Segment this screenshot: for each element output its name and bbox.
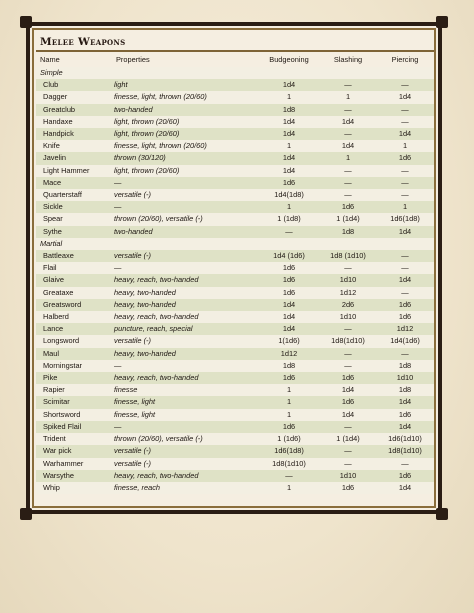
frame-corner-ornament — [20, 16, 32, 28]
weapon-properties: two-handed — [114, 104, 153, 114]
weapon-properties: heavy, reach, two-handed — [114, 373, 199, 383]
weapon-name: Longsword — [43, 336, 80, 346]
slashing-damage: — — [344, 446, 352, 456]
weapon-name: Lance — [43, 324, 64, 334]
weapon-properties: light, thrown (20/60) — [114, 165, 180, 175]
piercing-damage: — — [401, 104, 409, 114]
bludgeoning-damage: 1(1d6) — [278, 336, 300, 346]
slashing-damage: — — [344, 263, 352, 273]
weapon-properties: heavy, two-handed — [114, 287, 176, 297]
piercing-damage: 1d4(1d6) — [390, 336, 420, 346]
weapon-name: Greatsword — [43, 299, 82, 309]
header-piercing: Piercing — [391, 54, 419, 64]
weapon-name: Light Hammer — [43, 165, 90, 175]
bludgeoning-damage: — — [285, 470, 293, 480]
bludgeoning-damage: 1d4 — [282, 165, 296, 175]
weapon-name: Whip — [43, 482, 60, 492]
piercing-damage: — — [401, 287, 409, 297]
slashing-damage: 1d8 (1d10) — [330, 251, 366, 261]
table-row — [36, 189, 434, 201]
bludgeoning-damage: 1d4 — [282, 153, 296, 163]
weapon-properties: finesse, light, thrown (20/60) — [114, 141, 207, 151]
bludgeoning-damage: 1 (1d8) — [277, 214, 301, 224]
bludgeoning-damage: 1 — [286, 141, 292, 151]
weapon-name: Morningstar — [43, 360, 83, 370]
slashing-damage: 1 — [345, 153, 351, 163]
slashing-damage: — — [344, 177, 352, 187]
table-row — [36, 274, 434, 286]
weapon-properties: — — [114, 202, 122, 212]
piercing-damage: — — [401, 116, 409, 126]
weapon-properties: — — [114, 421, 122, 431]
piercing-damage: — — [401, 251, 409, 261]
bludgeoning-damage: 1d4 — [282, 324, 296, 334]
table-row — [36, 421, 434, 433]
weapon-properties: — — [114, 263, 122, 273]
bludgeoning-damage: 1d6 — [282, 373, 296, 383]
weapon-name: Handpick — [43, 129, 74, 139]
header-properties: Properties — [116, 54, 150, 64]
weapon-properties: heavy, reach, two-handed — [114, 470, 199, 480]
weapon-properties: finesse, light — [114, 409, 156, 419]
bludgeoning-damage: 1 — [286, 482, 292, 492]
header-slashing: Slashing — [333, 54, 363, 64]
table-row — [36, 201, 434, 213]
bludgeoning-damage: 1d6 — [282, 177, 296, 187]
weapon-properties: two-handed — [114, 226, 153, 236]
weapon-name: Shortsword — [43, 409, 81, 419]
bludgeoning-damage: 1d6 — [282, 275, 296, 285]
weapon-name: Spiked Flail — [43, 421, 82, 431]
weapon-properties: thrown (20/60), versatile (-) — [114, 434, 203, 444]
weapon-name: Javelin — [43, 153, 67, 163]
weapon-properties: heavy, two-handed — [114, 299, 176, 309]
table-row — [36, 409, 434, 421]
slashing-damage: 1d10 — [339, 312, 357, 322]
piercing-damage: — — [401, 348, 409, 358]
table-row — [36, 470, 434, 482]
slashing-damage: — — [344, 129, 352, 139]
table-row — [36, 116, 434, 128]
table-row — [36, 104, 434, 116]
bludgeoning-damage: 1d6 — [282, 263, 296, 273]
piercing-damage: 1d4 — [398, 129, 412, 139]
bludgeoning-damage: 1d8 — [282, 104, 296, 114]
weapon-name: Glaive — [43, 275, 64, 285]
slashing-damage: 1d12 — [339, 287, 357, 297]
slashing-damage: — — [344, 190, 352, 200]
bludgeoning-damage: 1 — [286, 92, 292, 102]
piercing-damage: — — [401, 263, 409, 273]
bludgeoning-damage: 1 — [286, 409, 292, 419]
bludgeoning-damage: 1d4 — [282, 312, 296, 322]
piercing-damage: 1d4 — [398, 226, 412, 236]
slashing-damage: 1d4 — [341, 409, 355, 419]
category-label: Martial — [40, 238, 63, 248]
bludgeoning-damage: 1d8 — [282, 360, 296, 370]
weapon-name: Rapier — [43, 385, 65, 395]
bludgeoning-damage: 1d4 — [282, 80, 296, 90]
piercing-damage: — — [401, 177, 409, 187]
table-row — [36, 79, 434, 91]
table-title: Melee Weapons — [40, 36, 126, 48]
bludgeoning-damage: 1 — [286, 385, 292, 395]
table-row — [36, 445, 434, 457]
bludgeoning-damage: 1 — [286, 202, 292, 212]
weapon-name: War pick — [43, 446, 72, 456]
category-row — [36, 67, 434, 79]
piercing-damage: 1d4 — [398, 482, 412, 492]
slashing-damage: 1d6 — [341, 397, 355, 407]
weapon-properties: light, thrown (20/60) — [114, 129, 180, 139]
frame-corner-ornament — [436, 16, 448, 28]
slashing-damage: 1 (1d4) — [336, 434, 360, 444]
table-row — [36, 348, 434, 360]
piercing-damage: — — [401, 165, 409, 175]
weapon-properties: versatile (-) — [114, 446, 151, 456]
weapon-properties: heavy, two-handed — [114, 348, 176, 358]
weapon-properties: finesse, reach — [114, 482, 161, 492]
weapon-properties: thrown (20/60), versatile (-) — [114, 214, 203, 224]
piercing-damage: 1d8 — [398, 385, 412, 395]
weapon-properties: versatile (-) — [114, 190, 151, 200]
bludgeoning-damage: 1d4 — [282, 129, 296, 139]
piercing-damage: 1d12 — [396, 324, 414, 334]
table-row — [36, 250, 434, 262]
weapon-name: Spear — [43, 214, 63, 224]
slashing-damage: — — [344, 80, 352, 90]
table-row — [36, 458, 434, 470]
bludgeoning-damage: 1d12 — [280, 348, 298, 358]
piercing-damage: 1d10 — [396, 373, 414, 383]
piercing-damage: — — [401, 80, 409, 90]
piercing-damage: 1d6 — [398, 153, 412, 163]
table-row — [36, 433, 434, 445]
piercing-damage: 1d6(1d10) — [388, 434, 422, 444]
table-row — [36, 299, 434, 311]
piercing-damage: 1 — [402, 202, 408, 212]
weapon-name: Knife — [43, 141, 60, 151]
slashing-damage: 1d8(1d10) — [331, 336, 365, 346]
table-row — [36, 165, 434, 177]
piercing-damage: 1d8(1d10) — [388, 446, 422, 456]
piercing-damage: 1d6 — [398, 470, 412, 480]
slashing-damage: — — [344, 165, 352, 175]
melee-weapons-table — [36, 51, 434, 494]
bludgeoning-damage: 1 (1d6) — [277, 434, 301, 444]
weapon-properties: versatile (-) — [114, 251, 151, 261]
table-row — [36, 287, 434, 299]
piercing-damage: 1d4 — [398, 275, 412, 285]
slashing-damage: 1d10 — [339, 275, 357, 285]
weapon-name: Flail — [43, 263, 57, 273]
weapon-name: Warsythe — [43, 470, 74, 480]
table-row — [36, 396, 434, 408]
weapon-name: Maul — [43, 348, 60, 358]
slashing-damage: 1d10 — [339, 470, 357, 480]
weapon-name: Greatclub — [43, 104, 76, 114]
weapon-name: Warhammer — [43, 458, 84, 468]
piercing-damage: 1d4 — [398, 421, 412, 431]
piercing-damage: 1d6 — [398, 299, 412, 309]
table-row — [36, 311, 434, 323]
piercing-damage: — — [401, 190, 409, 200]
weapon-name: Handaxe — [43, 116, 73, 126]
slashing-damage: 1d4 — [341, 116, 355, 126]
slashing-damage: 1d6 — [341, 202, 355, 212]
table-row — [36, 213, 434, 225]
piercing-damage: 1d6 — [398, 409, 412, 419]
weapon-properties: finesse — [114, 385, 138, 395]
weapon-name: Sythe — [43, 226, 62, 236]
weapon-name: Club — [43, 80, 59, 90]
slashing-damage: 2d6 — [341, 299, 355, 309]
weapon-properties: puncture, reach, special — [114, 324, 193, 334]
piercing-damage: — — [401, 458, 409, 468]
table-row — [36, 140, 434, 152]
weapon-name: Dagger — [43, 92, 68, 102]
category-label: Simple — [40, 68, 63, 77]
bludgeoning-damage: 1d6(1d8) — [274, 446, 304, 456]
piercing-damage: 1d6 — [398, 312, 412, 322]
slashing-damage: 1 — [345, 92, 351, 102]
weapon-name: Battleaxe — [43, 251, 74, 261]
weapon-properties: — — [114, 360, 122, 370]
weapon-properties: versatile (-) — [114, 336, 151, 346]
weapon-name: Greataxe — [43, 287, 74, 297]
table-row — [36, 262, 434, 274]
table-row — [36, 482, 434, 494]
slashing-damage: — — [344, 458, 352, 468]
slashing-damage: — — [344, 360, 352, 370]
frame-corner-ornament — [436, 508, 448, 520]
category-row — [36, 238, 434, 250]
bludgeoning-damage: 1d4(1d8) — [274, 190, 304, 200]
bludgeoning-damage: 1d6 — [282, 287, 296, 297]
slashing-damage: 1 (1d4) — [336, 214, 360, 224]
weapon-properties: — — [114, 177, 122, 187]
frame-corner-ornament — [20, 508, 32, 520]
weapon-name: Sickle — [43, 202, 63, 212]
table-row — [36, 152, 434, 164]
table-row — [36, 91, 434, 103]
weapon-properties: heavy, reach, two-handed — [114, 312, 199, 322]
piercing-damage: 1d4 — [398, 92, 412, 102]
weapon-properties: versatile (-) — [114, 458, 151, 468]
weapon-name: Trident — [43, 434, 66, 444]
slashing-damage: 1d8 — [341, 226, 355, 236]
header-bludgeoning: Budgeoning — [269, 54, 309, 64]
slashing-damage: 1d6 — [341, 482, 355, 492]
weapon-name: Quarterstaff — [43, 190, 82, 200]
table-row — [36, 384, 434, 396]
table-row — [36, 372, 434, 384]
weapon-properties: light — [114, 80, 128, 90]
piercing-damage: 1 — [402, 141, 408, 151]
weapon-name: Pike — [43, 373, 58, 383]
table-row — [36, 335, 434, 347]
table-row — [36, 128, 434, 140]
table-header-row — [36, 51, 434, 67]
slashing-damage: — — [344, 104, 352, 114]
weapon-properties: thrown (30/120) — [114, 153, 166, 163]
slashing-damage: 1d4 — [341, 385, 355, 395]
piercing-damage: 1d8 — [398, 360, 412, 370]
slashing-damage: — — [344, 421, 352, 431]
table-row — [36, 226, 434, 238]
weapon-name: Mace — [43, 177, 62, 187]
weapon-name: Halberd — [43, 312, 69, 322]
slashing-damage: — — [344, 324, 352, 334]
bludgeoning-damage: — — [285, 226, 293, 236]
weapon-properties: light, thrown (20/60) — [114, 116, 180, 126]
table-row — [36, 177, 434, 189]
bludgeoning-damage: 1d6 — [282, 421, 296, 431]
table-row — [36, 360, 434, 372]
weapon-properties: finesse, light, thrown (20/60) — [114, 92, 207, 102]
weapon-properties: finesse, light — [114, 397, 156, 407]
bludgeoning-damage: 1d8(1d10) — [272, 458, 306, 468]
piercing-damage: 1d4 — [398, 397, 412, 407]
header-name: Name — [40, 54, 60, 64]
bludgeoning-damage: 1d4 — [282, 299, 296, 309]
weapon-name: Scimitar — [43, 397, 70, 407]
slashing-damage: 1d4 — [341, 141, 355, 151]
slashing-damage: — — [344, 348, 352, 358]
piercing-damage: 1d6(1d8) — [390, 214, 420, 224]
bludgeoning-damage: 1d4 — [282, 116, 296, 126]
slashing-damage: 1d6 — [341, 373, 355, 383]
bludgeoning-damage: 1d4 (1d6) — [273, 251, 305, 261]
table-row — [36, 323, 434, 335]
weapon-properties: heavy, reach, two-handed — [114, 275, 199, 285]
bludgeoning-damage: 1 — [286, 397, 292, 407]
